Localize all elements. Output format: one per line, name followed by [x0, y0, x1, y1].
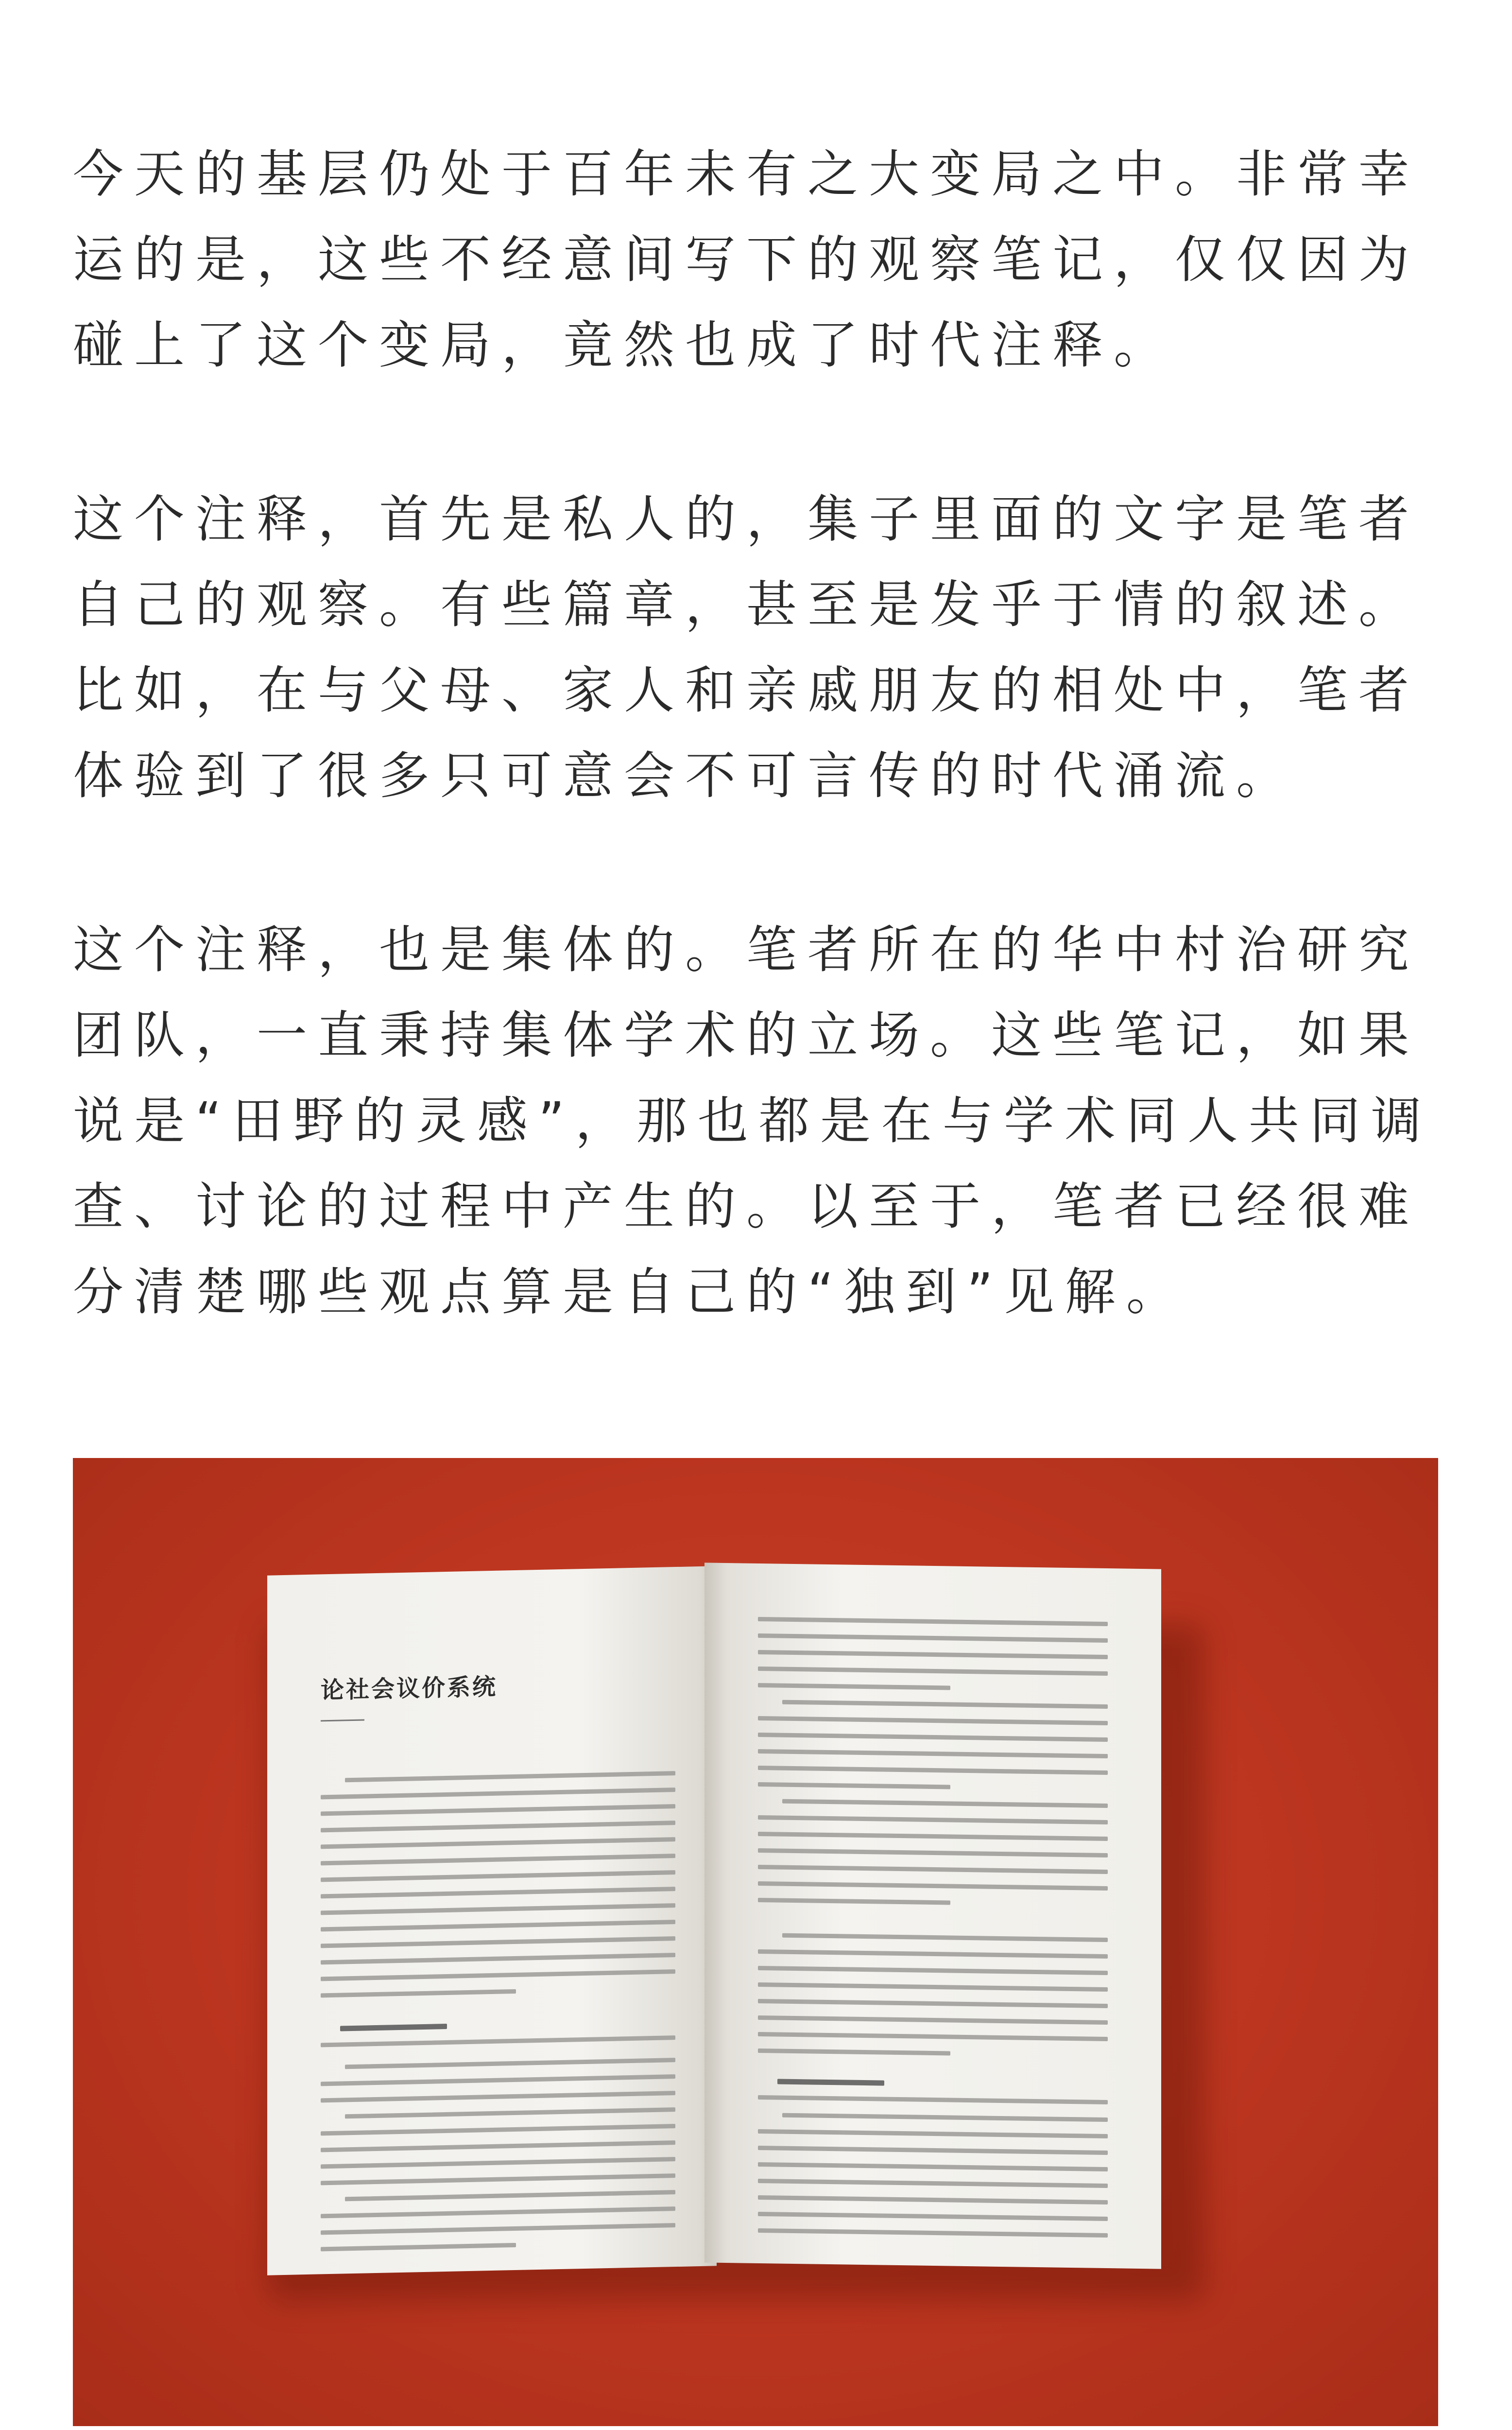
text-line: 这个注释，首先是私人的，集子里面的文字是笔者: [73, 489, 1420, 549]
text-line: 这个注释，也是集体的。笔者所在的华中村治研究: [73, 920, 1420, 979]
text-line: 碰上了这个变局，竟然也成了时代注释。: [73, 315, 1175, 375]
greeked-text-line: [321, 2243, 516, 2251]
greeked-text-line: [321, 2157, 675, 2169]
greeked-text-line: [758, 2146, 1108, 2155]
right-page: [704, 1562, 1161, 2269]
greeked-text-line: [758, 1716, 1108, 1725]
greeked-text-line: [321, 2223, 675, 2235]
greeked-text-line: [758, 1782, 950, 1789]
greeked-text-line: [321, 2206, 675, 2218]
greeked-text-line: [321, 2173, 675, 2185]
greeked-text-line: [758, 1865, 1108, 1874]
collective-annotation-paragraph: [73, 907, 1438, 1335]
greeked-text-line: [321, 1936, 675, 1948]
greeked-text-line: [758, 1749, 1108, 1758]
greeked-text-line: [758, 1898, 950, 1905]
greeked-text-line: [758, 1848, 1108, 1857]
greeked-text-line: [758, 1832, 1108, 1841]
greeked-text-line: [782, 1933, 1108, 1942]
greeked-text-line: [758, 2048, 950, 2056]
personal-annotation-paragraph: [73, 476, 1438, 818]
greeked-text-line: [321, 1788, 675, 1799]
text-line: 今天的基层仍处于百年未有之大变局之中。非常幸: [73, 144, 1420, 204]
greeked-text-line: [758, 2179, 1108, 2188]
greeked-text-line: [758, 2195, 1108, 2204]
greeked-text-line: [782, 2113, 1108, 2122]
greeked-text-line: [345, 2190, 675, 2201]
greeked-text-line: [758, 2228, 1108, 2238]
greeked-text-line: [321, 2035, 675, 2047]
greeked-text-line: [758, 1982, 1108, 1992]
greeked-text-line: [340, 2024, 447, 2031]
text-line: 团队，一直秉持集体学术的立场。这些笔记，如果: [73, 1006, 1420, 1065]
greeked-text-line: [758, 2032, 1108, 2041]
greeked-text-line: [758, 2129, 1108, 2138]
text-line: 比如，在与父母、家人和亲戚朋友的相处中，笔者: [73, 660, 1420, 720]
greeked-text-line: [758, 1999, 1108, 2008]
chapter-title: 论社会议价系统: [321, 1673, 498, 1704]
greeked-text-line: [321, 1870, 675, 1882]
greeked-text-line: [345, 1771, 675, 1782]
right-page-text-block: [704, 1562, 1161, 1569]
greeked-text-line: [321, 1920, 675, 1931]
greeked-text-line: [758, 2095, 1108, 2104]
greeked-text-line: [321, 1953, 675, 1964]
greeked-text-line: [321, 2140, 675, 2152]
text-line: 说是“田野的灵感”，那也都是在与学术同人共同调: [73, 1091, 1432, 1150]
text-line: 体验到了很多只可意会不可言传的时代涌流。: [73, 746, 1298, 805]
greeked-text-line: [345, 2058, 675, 2069]
greeked-text-line: [758, 1617, 1108, 1626]
greeked-text-line: [758, 1683, 950, 1690]
greeked-text-line: [758, 1633, 1108, 1643]
title-rule: [321, 1719, 364, 1721]
greeked-text-line: [321, 1887, 675, 1898]
greeked-text-line: [758, 2015, 1108, 2025]
open-book-photo: [73, 1458, 1438, 2426]
greeked-text-line: [321, 1804, 675, 1816]
greeked-text-line: [758, 1815, 1108, 1824]
greeked-text-line: [758, 1949, 1108, 1959]
greeked-text-line: [782, 1700, 1108, 1709]
text-line: 自己的观察。有些篇章，甚至是发乎于情的叙述。: [73, 575, 1420, 634]
intro-paragraph: [73, 131, 1438, 388]
greeked-text-line: [777, 2079, 884, 2086]
left-page: [267, 1566, 717, 2275]
greeked-text-line: [321, 2124, 675, 2135]
greeked-text-line: [758, 2212, 1108, 2221]
greeked-text-line: [758, 1966, 1108, 1975]
greeked-text-line: [321, 1969, 675, 1981]
greeked-text-line: [321, 1837, 675, 1849]
greeked-text-line: [321, 2091, 675, 2102]
greeked-text-line: [321, 2074, 675, 2086]
greeked-text-line: [758, 1766, 1108, 1775]
greeked-text-line: [345, 2107, 675, 2118]
greeked-text-line: [782, 1799, 1108, 1808]
text-line: 运的是，这些不经意间写下的观察笔记，仅仅因为: [73, 230, 1420, 289]
greeked-text-line: [758, 1650, 1108, 1659]
text-line: 查、讨论的过程中产生的。以至于，笔者已经很难: [73, 1177, 1420, 1236]
greeked-text-line: [321, 1989, 516, 1997]
greeked-text-line: [758, 1733, 1108, 1742]
greeked-text-line: [758, 2162, 1108, 2171]
greeked-text-line: [321, 1903, 675, 1915]
text-line: 分清楚哪些观点算是自己的“独到”见解。: [73, 1262, 1187, 1321]
greeked-text-line: [321, 1854, 675, 1865]
left-page-text-block: [267, 1566, 717, 1575]
greeked-text-line: [758, 1666, 1108, 1676]
greeked-text-line: [321, 1821, 675, 1832]
greeked-text-line: [758, 1881, 1108, 1891]
